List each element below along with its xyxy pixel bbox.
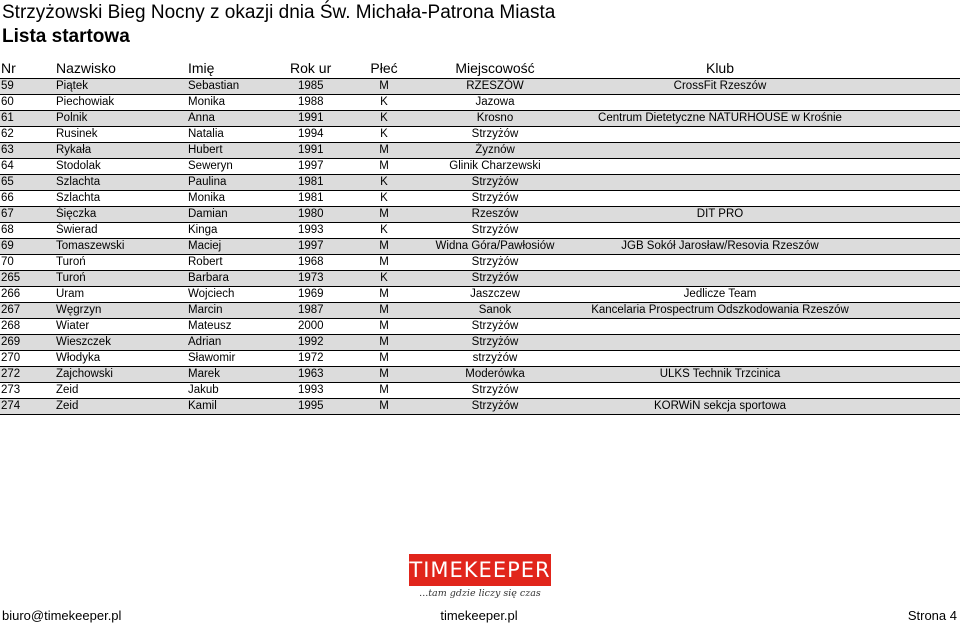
cell-miejscowosc: Strzyżów [471, 128, 519, 140]
cell-plec: M [379, 400, 389, 412]
cell-plec: K [380, 192, 388, 204]
cell-rok: 1981 [298, 176, 324, 188]
cell-klub: Centrum Dietetyczne NATURHOUSE w Krośnie [598, 112, 842, 124]
cell-rok: 1973 [298, 272, 324, 284]
table-row [0, 254, 960, 270]
header-imie: Imię [188, 60, 215, 76]
cell-nazwisko: Piechowiak [56, 96, 115, 108]
table-row [0, 110, 960, 126]
cell-rok: 1991 [298, 112, 324, 124]
cell-nazwisko: Rusinek [56, 128, 98, 140]
table-row [0, 350, 960, 366]
cell-nr: 269 [1, 336, 21, 348]
cell-nr: 266 [1, 288, 21, 300]
cell-rok: 1963 [298, 368, 324, 380]
cell-nr: 61 [1, 112, 14, 124]
cell-nazwisko: Szlachta [56, 176, 101, 188]
cell-plec: M [379, 320, 389, 332]
cell-imie: Anna [188, 112, 215, 124]
table-row [0, 174, 960, 190]
table-row [0, 238, 960, 254]
cell-plec: M [379, 304, 389, 316]
cell-imie: Robert [188, 256, 223, 268]
cell-nr: 268 [1, 320, 21, 332]
cell-rok: 1980 [298, 208, 324, 220]
cell-nazwisko: Wiater [56, 320, 90, 332]
cell-miejscowosc: RZESZÓW [466, 80, 524, 92]
cell-miejscowosc: Krosno [476, 112, 514, 124]
cell-klub: DIT PRO [696, 208, 744, 220]
cell-miejscowosc: Strzyżów [471, 384, 519, 396]
table-row [0, 318, 960, 334]
cell-nr: 67 [1, 208, 14, 220]
cell-imie: Monika [188, 96, 226, 108]
cell-imie: Wojciech [188, 288, 235, 300]
header-klub: Klub [705, 60, 735, 76]
cell-imie: Jakub [188, 384, 219, 396]
cell-plec: K [380, 112, 388, 124]
cell-imie: Natalia [188, 128, 224, 140]
cell-nazwisko: Szlachta [56, 192, 101, 204]
cell-nazwisko: Wieszczek [56, 336, 111, 348]
cell-klub: ULKS Technik Trzcinica [659, 368, 781, 380]
cell-imie: Paulina [188, 176, 227, 188]
header-nr: Nr [1, 60, 16, 76]
logo-tagline: ...tam gdzie liczy się czas [419, 588, 541, 599]
cell-miejscowosc: Strzyżów [471, 272, 519, 284]
cell-nazwisko: Uram [56, 288, 85, 300]
footer-email: biuro@timekeeper.pl [2, 608, 122, 623]
cell-rok: 1969 [298, 288, 324, 300]
header-miejscowosc: Miejscowość [455, 60, 535, 76]
cell-rok: 1985 [298, 80, 324, 92]
cell-imie: Kinga [188, 224, 218, 236]
cell-nazwisko: Turoń [56, 256, 86, 268]
table-row [0, 142, 960, 158]
cell-rok: 1994 [298, 128, 324, 140]
cell-nr: 65 [1, 176, 14, 188]
cell-nr: 69 [1, 240, 14, 252]
cell-nr: 273 [1, 384, 21, 396]
cell-plec: M [379, 208, 389, 220]
cell-plec: M [379, 256, 389, 268]
cell-imie: Adrian [188, 336, 222, 348]
cell-klub: Kancelaria Prospectrum Odszkodowania Rzeszów [591, 304, 849, 316]
cell-miejscowosc: Strzyżów [471, 256, 519, 268]
document-title: Strzyżowski Bieg Nocny z okazji dnia Św. Michała-Patrona Miasta [2, 2, 556, 23]
header-plec: Płeć [370, 60, 398, 76]
cell-miejscowosc: Rzeszów [471, 208, 519, 220]
document-subtitle: Lista startowa [2, 26, 130, 47]
cell-plec: M [379, 80, 389, 92]
cell-rok: 2000 [298, 320, 324, 332]
table-row [0, 366, 960, 382]
cell-rok: 1992 [298, 336, 324, 348]
cell-nazwisko: Świerad [56, 224, 98, 236]
cell-rok: 1993 [298, 384, 324, 396]
cell-nazwisko: Tomaszewski [56, 240, 125, 252]
cell-imie: Sebastian [188, 80, 240, 92]
cell-rok: 1981 [298, 192, 324, 204]
cell-plec: M [379, 240, 389, 252]
cell-nr: 267 [1, 304, 21, 316]
table-row [0, 302, 960, 318]
header-nazwisko: Nazwisko [56, 60, 116, 76]
cell-plec: K [380, 272, 388, 284]
cell-nr: 274 [1, 400, 21, 412]
table-row [0, 334, 960, 350]
cell-nazwisko: Stodolak [56, 160, 101, 172]
cell-rok: 1988 [298, 96, 324, 108]
cell-plec: K [380, 224, 388, 236]
cell-rok: 1997 [298, 240, 324, 252]
cell-miejscowosc: Glinik Charzewski [449, 160, 541, 172]
cell-klub: JGB Sokół Jarosław/Resovia Rzeszów [621, 240, 819, 252]
cell-rok: 1997 [298, 160, 324, 172]
cell-miejscowosc: Strzyżów [471, 224, 519, 236]
cell-plec: M [379, 144, 389, 156]
cell-nr: 64 [1, 160, 14, 172]
logo-wordmark: TIMEKEEPER [409, 554, 551, 586]
footer-website: timekeeper.pl [440, 608, 518, 623]
cell-miejscowosc: Żyznów [475, 144, 515, 156]
cell-rok: 1995 [298, 400, 324, 412]
cell-miejscowosc: Strzyżów [471, 176, 519, 188]
cell-nazwisko: Włodyka [56, 352, 101, 364]
table-row [0, 206, 960, 222]
table-row [0, 398, 960, 415]
cell-rok: 1993 [298, 224, 324, 236]
cell-miejscowosc: Moderówka [465, 368, 525, 380]
cell-plec: M [379, 368, 389, 380]
cell-imie: Seweryn [188, 160, 233, 172]
cell-nazwisko: Piątek [56, 80, 88, 92]
cell-plec: K [380, 96, 388, 108]
cell-nazwisko: Polnik [56, 112, 88, 124]
cell-imie: Mateusz [188, 320, 232, 332]
cell-miejscowosc: Strzyżów [471, 320, 519, 332]
table-row [0, 78, 960, 94]
cell-nazwisko: Zeid [56, 400, 79, 412]
cell-nazwisko: Śięczka [56, 208, 97, 220]
cell-nr: 63 [1, 144, 14, 156]
cell-rok: 1968 [298, 256, 324, 268]
cell-klub: Jedlicze Team [683, 288, 757, 300]
table-row [0, 94, 960, 110]
cell-nazwisko: Turoń [56, 272, 86, 284]
table-row [0, 190, 960, 206]
cell-imie: Maciej [188, 240, 222, 252]
cell-plec: M [379, 352, 389, 364]
cell-plec: K [380, 128, 388, 140]
cell-klub: CrossFit Rzeszów [673, 80, 767, 92]
cell-imie: Marcin [188, 304, 223, 316]
cell-nr: 70 [1, 256, 14, 268]
cell-nr: 265 [1, 272, 21, 284]
start-list-table [0, 78, 960, 415]
cell-klub: KORWiN sekcja sportowa [653, 400, 787, 412]
cell-imie: Barbara [188, 272, 229, 284]
cell-plec: K [380, 176, 388, 188]
table-row [0, 382, 960, 398]
cell-miejscowosc: Widna Góra/Pawłosiów [435, 240, 555, 252]
cell-nazwisko: Zeid [56, 384, 79, 396]
cell-plec: M [379, 336, 389, 348]
table-header [0, 58, 960, 78]
cell-miejscowosc: Jazowa [475, 96, 515, 108]
table-row [0, 126, 960, 142]
cell-miejscowosc: Jaszczew [470, 288, 520, 300]
cell-imie: Hubert [188, 144, 223, 156]
cell-nr: 62 [1, 128, 14, 140]
cell-imie: Kamil [188, 400, 217, 412]
cell-imie: Sławomir [188, 352, 236, 364]
cell-imie: Monika [188, 192, 226, 204]
cell-rok: 1972 [298, 352, 324, 364]
table-row [0, 286, 960, 302]
cell-nr: 68 [1, 224, 14, 236]
cell-miejscowosc: Strzyżów [471, 192, 519, 204]
cell-nr: 60 [1, 96, 14, 108]
cell-miejscowosc: strzyżów [472, 352, 518, 364]
cell-rok: 1987 [298, 304, 324, 316]
cell-miejscowosc: Strzyżów [471, 336, 519, 348]
cell-imie: Damian [188, 208, 228, 220]
cell-nr: 272 [1, 368, 21, 380]
table-row [0, 270, 960, 286]
header-rok: Rok ur [290, 60, 332, 76]
cell-nazwisko: Węgrzyn [56, 304, 102, 316]
cell-miejscowosc: Strzyżów [471, 400, 519, 412]
cell-nr: 59 [1, 80, 14, 92]
cell-nr: 66 [1, 192, 14, 204]
timekeeper-logo [409, 554, 551, 599]
table-row [0, 222, 960, 238]
footer-page-number: Strona 4 [907, 608, 957, 623]
cell-plec: M [379, 288, 389, 300]
cell-plec: M [379, 384, 389, 396]
cell-nazwisko: Zajchowski [56, 368, 113, 380]
cell-miejscowosc: Sanok [478, 304, 512, 316]
cell-nr: 270 [1, 352, 21, 364]
cell-plec: M [379, 160, 389, 172]
cell-nazwisko: Rykała [56, 144, 92, 156]
cell-rok: 1991 [298, 144, 324, 156]
table-row [0, 158, 960, 174]
cell-imie: Marek [188, 368, 220, 380]
